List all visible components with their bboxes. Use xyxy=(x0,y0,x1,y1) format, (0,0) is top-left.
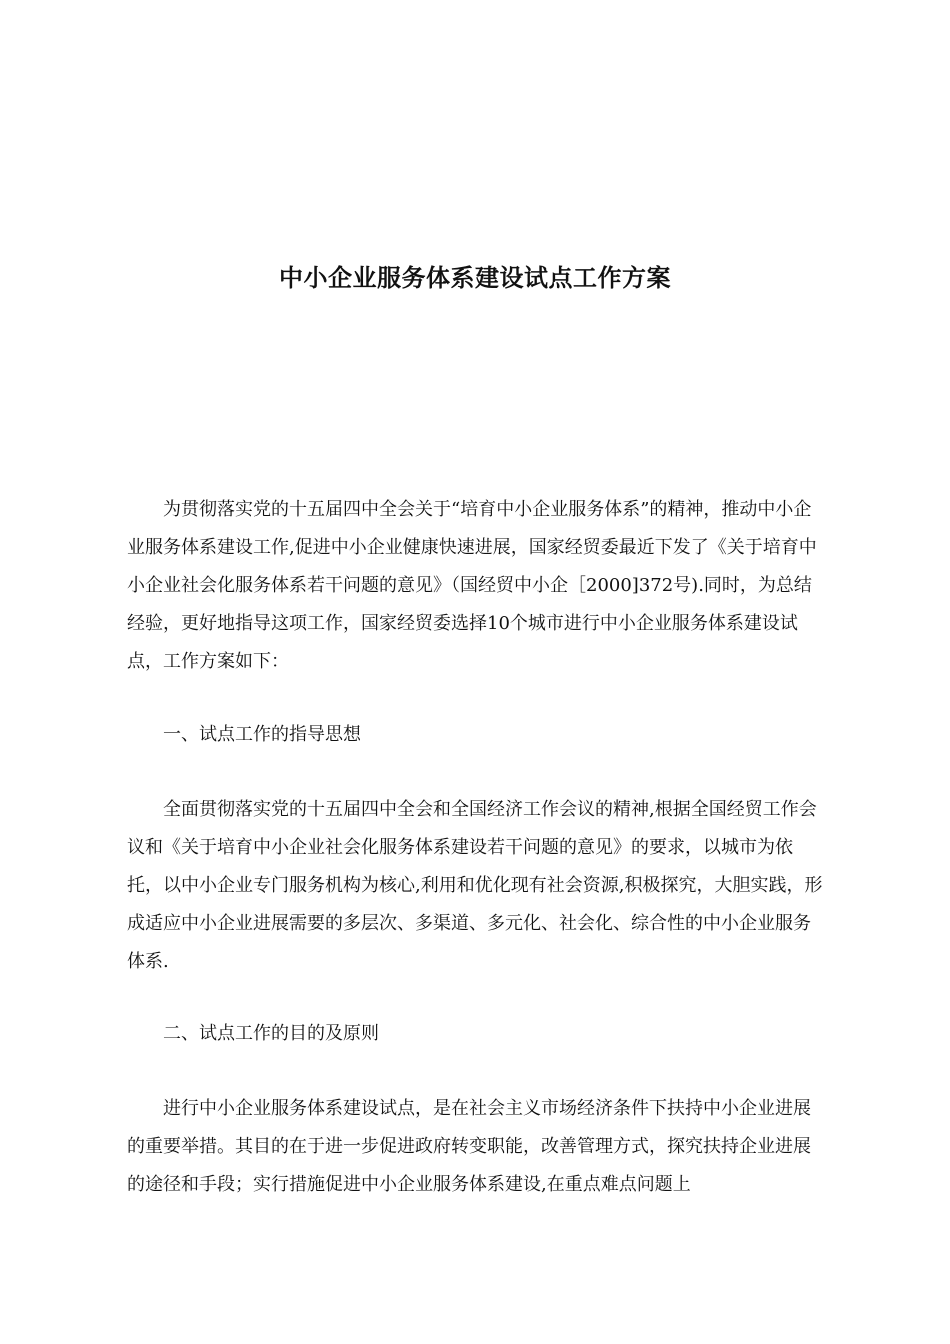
section-heading-2-text: 二、试点工作的目的及原则 xyxy=(163,1023,379,1044)
section-heading-1 xyxy=(127,716,827,754)
paragraph-purpose-text: 进行中小企业服务体系建设试点，是在社会主义市场经济条件下扶持中小企业进展的重要举措。其目的在于进一步促进政府转变职能，改善管理方式，探究扶持企业进展的途径和手段；实行措施促进中小企业服务体系建设,在重点难点问题上 xyxy=(127,1098,811,1195)
paragraph-guiding-ideology xyxy=(127,791,827,981)
paragraph-intro xyxy=(127,491,827,681)
section-heading-1-text: 一、试点工作的指导思想 xyxy=(163,724,361,745)
paragraph-guiding-ideology-text: 全面贯彻落实党的十五届四中全会和全国经济工作会议的精神,根据全国经贸工作会议和《关于培育中小企业社会化服务体系建设若干问题的意见》的要求，以城市为依托，以中小企业专门服务机构为核心,利用和优化现有社会资源,积极探究，大胆实践，形成适应中小企业进展需要的多层次、多渠道、多元化、社会化、综合性的中小企业服务体系. xyxy=(127,799,823,972)
paragraph-purpose xyxy=(127,1090,827,1204)
document-title: 中小企业服务体系建设试点工作方案 xyxy=(279,264,671,292)
section-heading-2 xyxy=(127,1015,827,1053)
paragraph-intro-text: 为贯彻落实党的十五届四中全会关于“培育中小企业服务体系”的精神，推动中小企业服务体系建设工作,促进中小企业健康快速进展，国家经贸委最近下发了《关于培育中小企业社会化服务体系若干问题的意见》（国经贸中小企［2000]372号).同时，为总结经验，更好地指导这项工作，国家经贸委选择10个城市进行中小企业服务体系建设试点，工作方案如下： xyxy=(127,499,817,672)
